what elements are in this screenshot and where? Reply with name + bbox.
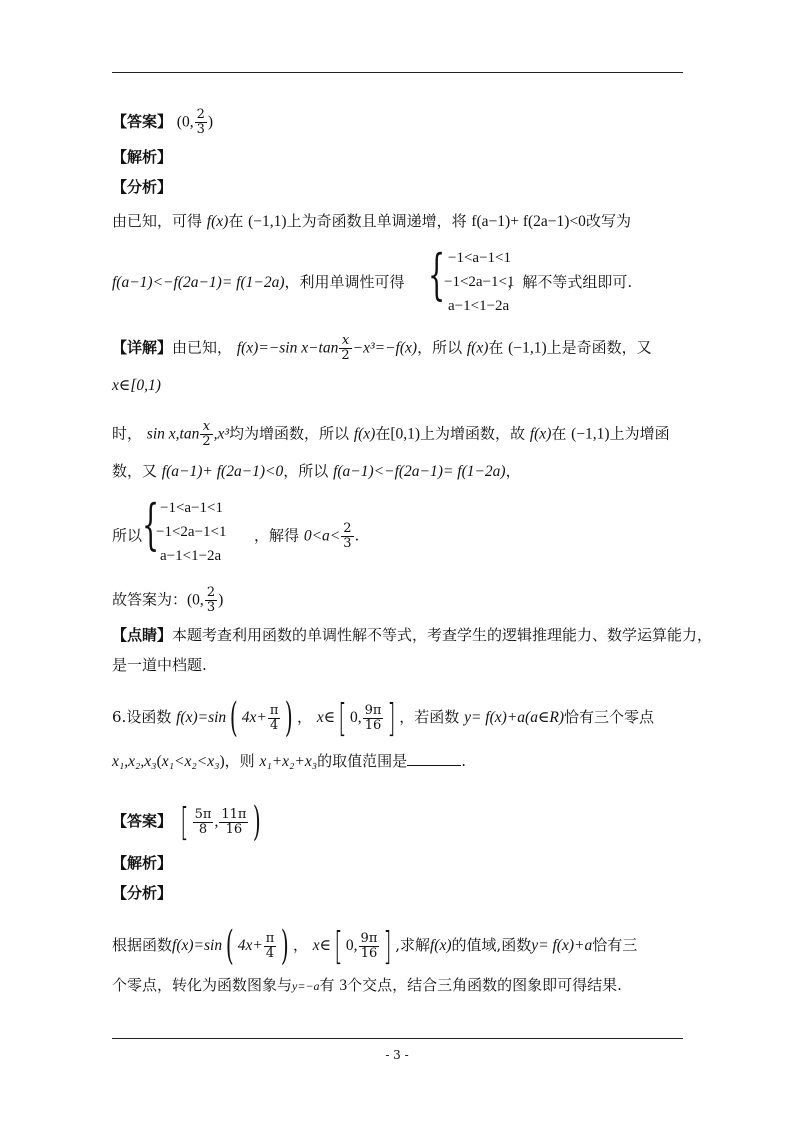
- answer-line: [112, 108, 213, 137]
- fenxi-label: 【分析】: [112, 178, 173, 196]
- fenxi-line-2: f(a−1)<−f(2a−1)= f(1−2a)，利用单调性可得 ，解不等式组即可.: [112, 273, 633, 291]
- answer-value-post: ): [207, 113, 214, 131]
- detail-line-4: 数，又 f(a−1)+ f(2a−1)<0，所以 f(a−1)<−f(2a−1)= f(1−2a)，: [112, 462, 521, 480]
- header-rule: [112, 72, 683, 73]
- system-2-row-1: −1<a−1<1: [160, 500, 223, 516]
- system-brace-1: {: [428, 243, 446, 306]
- answer-value-pre: (0,: [176, 113, 194, 131]
- system-1-row-2: −1<2a−1<1: [444, 274, 515, 290]
- page-number: - 3 -: [385, 1048, 409, 1062]
- system-2-row-2: −1<2a−1<1: [156, 524, 227, 540]
- analysis-label: 【解析】: [112, 148, 173, 166]
- detail-line-5: 所以 ，解得 0<a< $\frac{2}{3}$ .: [112, 521, 360, 551]
- q6-analysis-label: 【解析】: [112, 854, 173, 872]
- final-answer-line: 故答案为：(0, $\frac{2}{3}$ ): [112, 585, 224, 615]
- system-1-row-3: a−1<1−2a: [448, 298, 510, 314]
- q6-fenxi-line-1: 根据函数f(x)=sin( 4x+ $\frac{\pi}{4}$ ) ， x∈[ 0, $\frac{9\pi}{16}$ ] ,求解f(x)的值域,函数y= f(x)+a恰有三: [112, 923, 638, 969]
- q6-line-2: x₁,x₂,x₃(x₁<x₂<x₃)，则 x₁+x₂+x₃的取值范围是 .: [112, 752, 466, 770]
- footer-rule: [112, 1038, 683, 1039]
- note-line-2: 是一道中档题.: [112, 656, 207, 674]
- q6-answer-line: 【答案】 [ $\frac{5\pi}{8}$ , $\frac{11\pi}{16}$ ): [112, 799, 262, 845]
- detail-line-1: 【详解】由已知， f(x)=−sin x−tan $\frac{x}{2}$ −x³=−f(x)，所以 f(x)在 (−1,1)上是奇函数，又: [112, 333, 652, 363]
- answer-blank: [407, 751, 461, 766]
- q6-line-1: 6.设函数 f(x)=sin( 4x+ $\frac{\pi}{4}$ ) ， x∈[ 0, $\frac{9\pi}{16}$ ] ，若函数 y= f(x)+a(a∈R)恰有三个零点: [112, 695, 655, 741]
- detail-line-3: 时， sin x,tan $\frac{x}{2}$ ,x³均为增函数，所以 f(x)在[0,1)上为增函数，故 f(x)在 (−1,1)上为增函: [112, 419, 670, 449]
- system-1-row-1: −1<a−1<1: [448, 250, 511, 266]
- system-brace-2: {: [142, 493, 160, 556]
- answer-label: 【答案】: [112, 112, 173, 131]
- answer-fraction: $\frac{2}{3}$: [196, 107, 205, 137]
- fenxi-line-1: 由已知，可得 f(x)在 (−1,1)上为奇函数且单调递增，将 f(a−1)+ f(2a−1)<0改写为: [112, 212, 631, 230]
- q6-fenxi-label: 【分析】: [112, 884, 173, 902]
- detail-line-2: x∈[0,1): [112, 377, 161, 394]
- q6-fenxi-line-2: 个零点，转化为函数图象与y=−a有 3个交点，结合三角函数的图象即可得结果.: [112, 976, 622, 994]
- system-2-row-3: a−1<1−2a: [160, 548, 222, 564]
- note-line-1: 【点睛】本题考查利用函数的单调性解不等式，考查学生的逻辑推理能力、数学运算能力，: [112, 626, 713, 644]
